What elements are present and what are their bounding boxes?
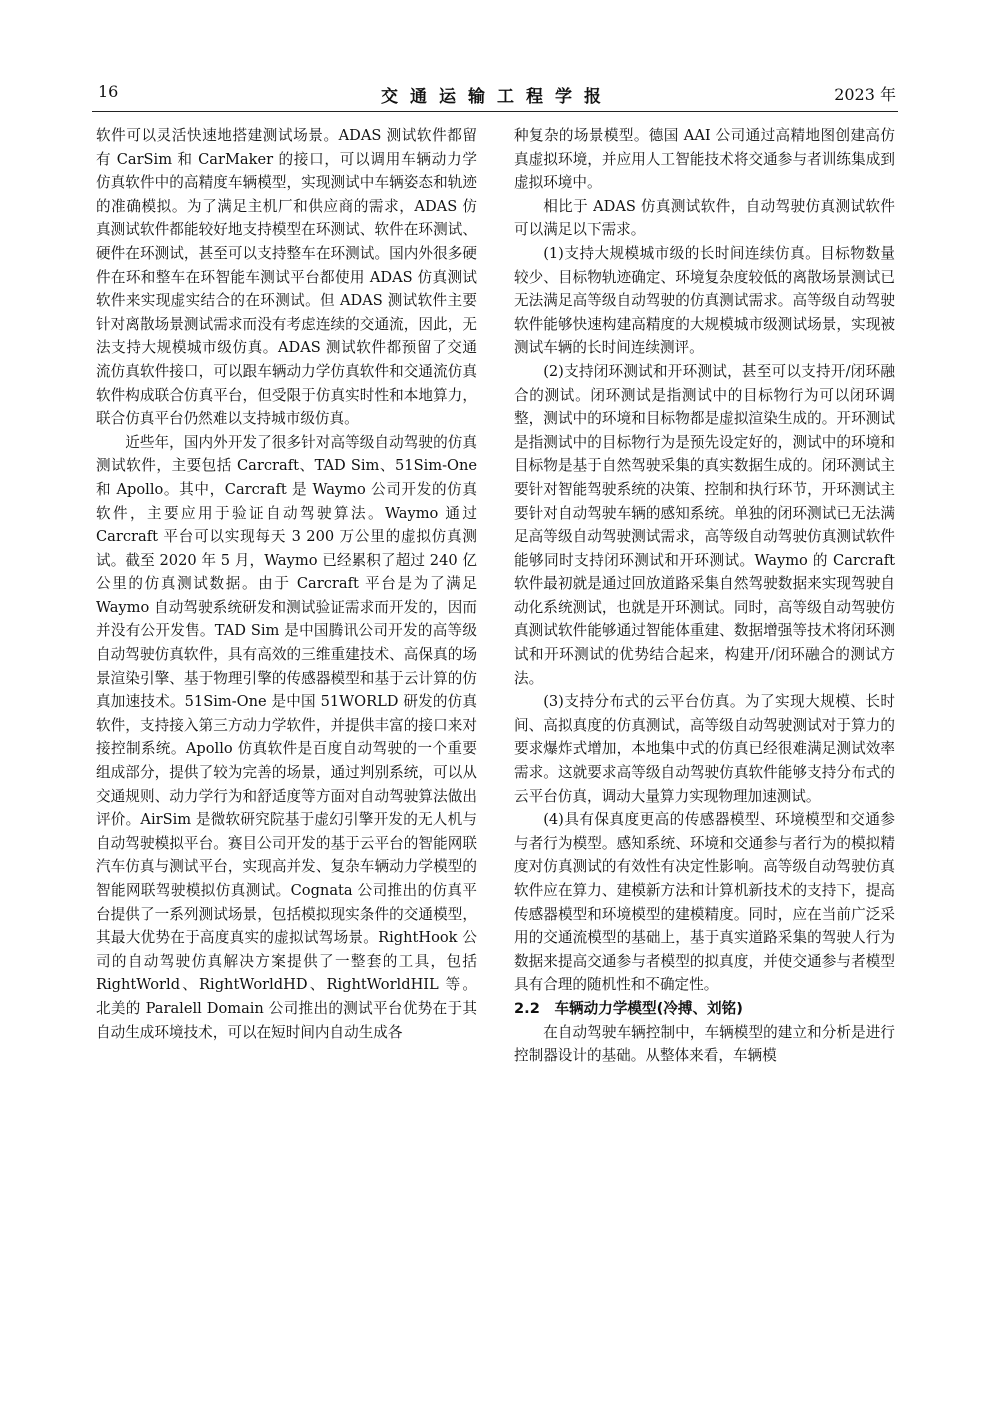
section-heading: 2.2 车辆动力学模型(冷搏、刘铭) (514, 999, 743, 1017)
right-column (514, 124, 895, 1068)
paragraph: (2)支持闭环测试和开环测试，甚至可以支持开/闭环融合的测试。闭环测试是指测试中的目标物行为可以闭环调整，测试中的环境和目标物都是虚拟渲染生成的。开环测试是指测试中的目标物行为是预先设定好的，测试中的环境和目标物是基于自然驾驶采集的真实数据生成的。闭环测试主要针对智能驾驶系统的决策、控制和执行环节，开环测试主要针对自动驾驶车辆的感知系统。单独的闭环测试已无法满足高等级自动驾驶测试需求，高等级自动驾驶仿真测试软件能够同时支持闭环测试和开环测试。Waymo 的 Carcraft 软件最初就是通过回放道路采集自然驾驶数据来实现驾驶自动化系统测试，也就是开环测试。同时，高等级自动驾驶仿真测试软件能够通过智能体重建、数据增强等技术将闭环测试和开环测试的优势结合起来，构建开/闭环融合的测试方法。 (514, 362, 895, 687)
paragraph: (4)具有保真度更高的传感器模型、环境模型和交通参与者行为模型。感知系统、环境和交通参与者行为的模拟精度对仿真测试的有效性有决定性影响。高等级自动驾驶仿真软件应在算力、建模新方法和计算机新技术的支持下，提高传感器模型和环境模型的建模精度。同时，应在当前广泛采用的交通流模型的基础上，基于真实道路采集的驾驶人行为数据来提高交通参与者模型的拟真度，并使交通参与者模型具有合理的随机性和不确定性。 (514, 811, 895, 994)
paragraph: 软件可以灵活快速地搭建测试场景。ADAS 测试软件都留有 CarSim 和 CarMaker 的接口，可以调用车辆动力学仿真软件中的高精度车辆模型，实现测试中车辆姿态和轨迹的准确模拟。为了满足主机厂和供应商的需求，ADAS 仿真测试软件都能较好地支持模型在环测试、软件在环测试、硬件在环测试，甚至可以支持整车在环测试。国内外很多硬件在环和整车在环智能车测试平台都使用 ADAS 仿真测试软件来实现虚实结合的在环测试。但 ADAS 测试软件主要针对离散场景测试需求而没有考虑连续的交通流，因此，无法支持大规模城市级仿真。ADAS 测试软件都预留了交通流仿真软件接口，可以跟车辆动力学仿真软件和交通流仿真软件构成联合仿真平台，但受限于仿真实时性和本地算力，联合仿真平台仍然难以支持城市级仿真。 (96, 127, 477, 428)
paragraph: 种复杂的场景模型。德国 AAI 公司通过高精地图创建高仿真虚拟环境，并应用人工智能技术将交通参与者训练集成到虚拟环境中。 (514, 127, 895, 192)
paragraph: (1)支持大规模城市级的长时间连续仿真。目标物数量较少、目标物轨迹确定、环境复杂度较低的离散场景测试已无法满足高等级自动驾驶的仿真测试需求。高等级自动驾驶软件能够快速构建高精度的大规模城市级测试场景，实现被测试车辆的长时间连续测评。 (514, 244, 895, 357)
paragraph: 在自动驾驶车辆控制中，车辆模型的建立和分析是进行控制器设计的基础。从整体来看，车辆模 (514, 1023, 895, 1065)
paragraph: 相比于 ADAS 仿真测试软件，自动驾驶仿真测试软件可以满足以下需求。 (514, 197, 895, 239)
paragraph: (3)支持分布式的云平台仿真。为了实现大规模、长时间、高拟真度的仿真测试，高等级自动驾驶测试对于算力的要求爆炸式增加，本地集中式的仿真已经很难满足测试效率需求。这就要求高等级自动驾驶仿真软件能够支持分布式的云平台仿真，调动大量算力实现物理加速测试。 (514, 693, 895, 805)
paragraph: 近些年，国内外开发了很多针对高等级自动驾驶的仿真测试软件，主要包括 Carcraft、TAD Sim、51Sim-One 和 Apollo。其中，Carcraft 是 Waymo 公司开发的仿真软件，主要应用于验证自动驾驶算法。Waymo 通过 Carcraft 平台可以实现每天 3 200 万公里的虚拟仿真测试。截至 2020 年 5 月，Waymo 已经累积了超过 240 亿公里的仿真测试数据。由于 Carcraft 平台是为了满足 Waymo 自动驾驶系统研发和测试验证需求而开发的，因而并没有公开发售。TAD Sim 是中国腾讯公司开发的高等级自动驾驶仿真软件，具有高效的三维重建技术、高保真的场景渲染引擎、基于物理引擎的传感器模型和基于云计算的仿真加速技术。51Sim-One 是中国 51WORLD 研发的仿真软件，支持接入第三方动力学软件，并提供丰富的接口来对接控制系统。Apollo 仿真软件是百度自动驾驶的一个重要组成部分，提供了较为完善的场景，通过判别系统，可以从交通规则、动力学行为和舒适度等方面对自动驾驶算法做出评价。AirSim 是微软研究院基于虚幻引擎开发的无人机与自动驾驶模拟平台。赛目公司开发的基于云平台的智能网联汽车仿真与测试平台，实现高并发、复杂车辆动力学模型的智能网联驾驶模拟仿真测试。Cognata 公司推出的仿真平台提供了一系列测试场景，包括模拟现实条件的交通模型，其最大优势在于高度真实的虚拟试驾场景。RightHook 公司的自动驾驶仿真解决方案提供了一整套的工具，包括 RightWorld、RightWorldHD、RightWorldHIL 等。北美的 Paralell Domain 公司推出的测试平台优势在于其自动生成环境技术，可以在短时间内自动生成各 (96, 433, 477, 1041)
journal-title: 交通运输工程学报 (381, 87, 613, 107)
page-header (98, 82, 896, 108)
left-column (96, 124, 477, 1044)
publication-year: 2023 年 (834, 85, 896, 104)
page-number: 16 (98, 82, 119, 101)
header-rule (92, 111, 898, 112)
